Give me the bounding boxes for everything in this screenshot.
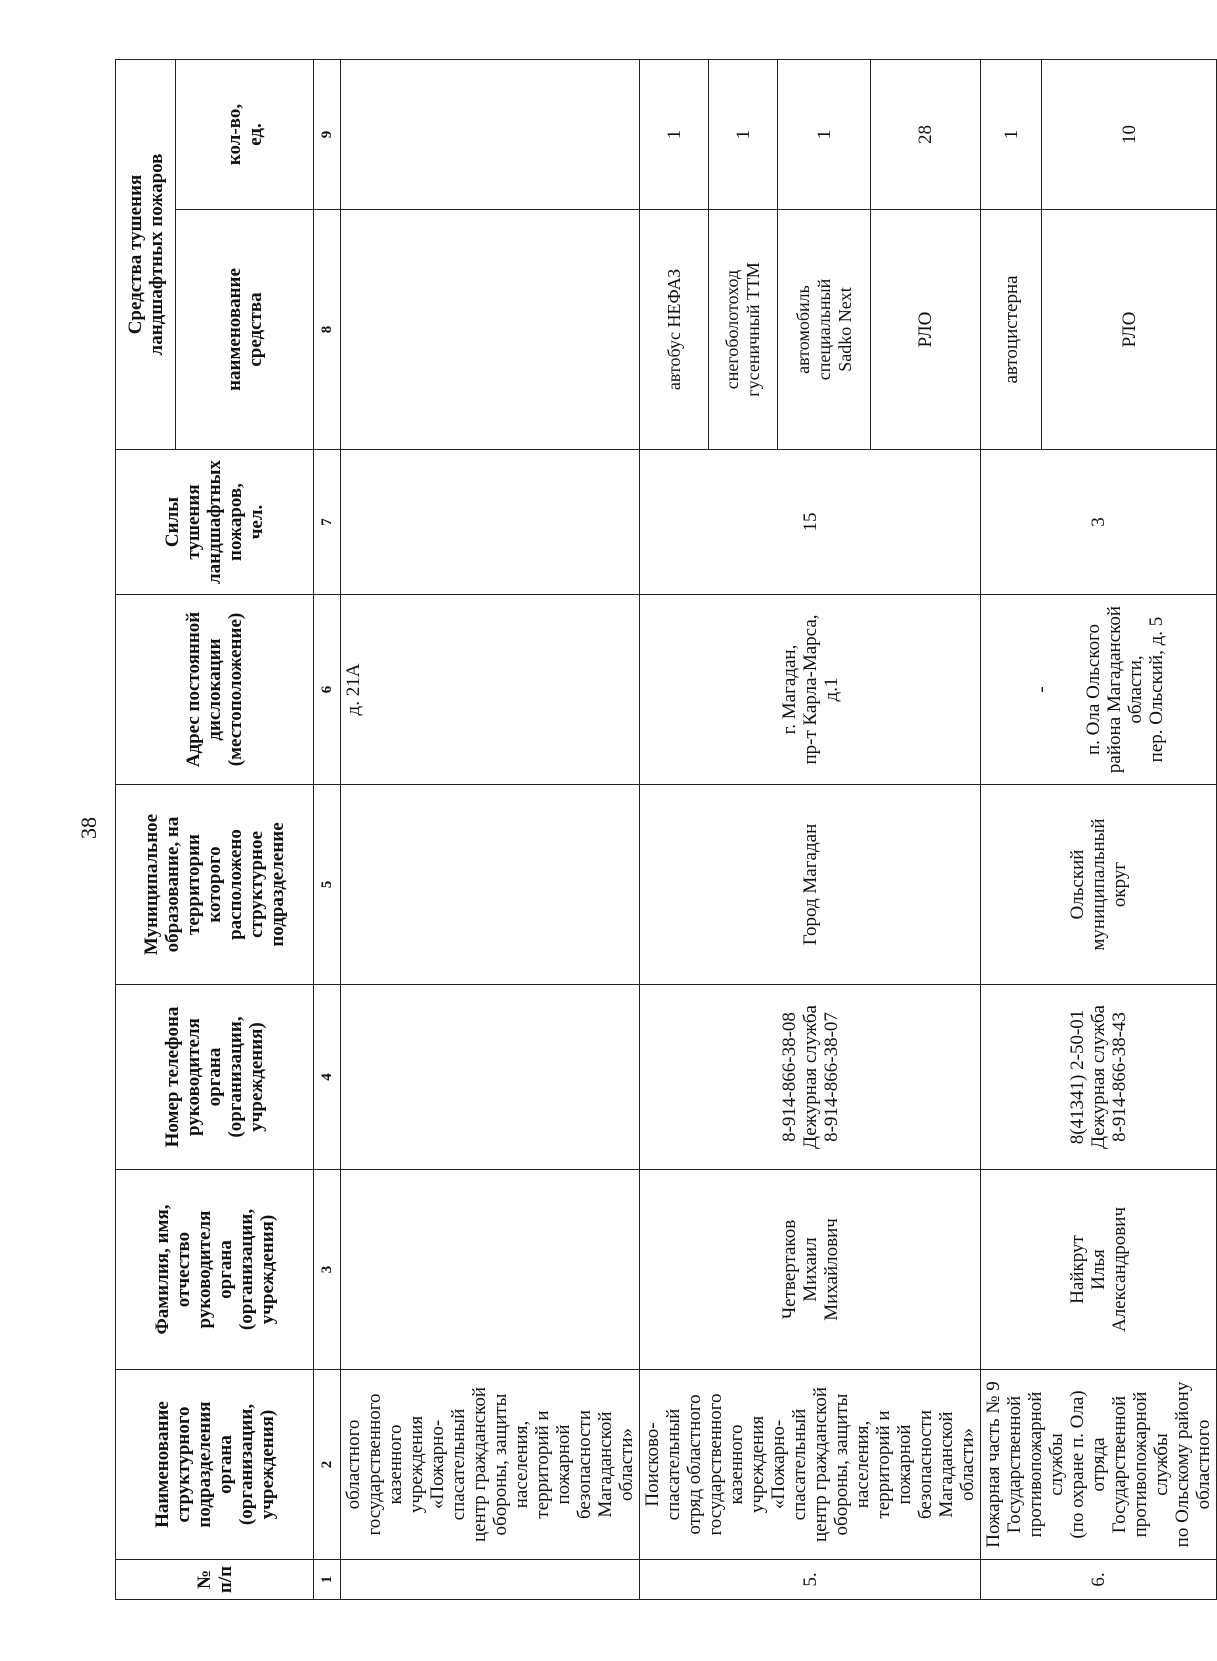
row-6-means-name-2: РЛО	[1042, 210, 1217, 450]
row-6-means-qty-2: 10	[1042, 60, 1217, 210]
header-address: Адрес постоянной дислокации (местоположение)	[116, 595, 314, 785]
header-means-qty: кол-во, ед.	[176, 60, 314, 210]
row-6-head: Найкрут Илья Александрович	[981, 1170, 1217, 1370]
header-municipality: Муниципальное образование, на территории которого расположено структурное подразделение	[116, 785, 314, 985]
row-continued-phone	[341, 985, 640, 1170]
header-means-group: Средства тушения ландшафтных пожаров	[116, 60, 176, 450]
row-5-means-name-3: автомобиль специальный Sadko Next	[778, 210, 871, 450]
col-number-8: 8	[314, 210, 341, 450]
row-5-means-qty-3: 1	[778, 60, 871, 210]
row-continued-means-name	[341, 210, 640, 450]
row-continued-municipality	[341, 785, 640, 985]
row-continued-head	[341, 1170, 640, 1370]
fire-forces-table	[115, 59, 1217, 1600]
col-number-2: 2	[314, 1370, 341, 1560]
row-6-forces: 3	[981, 450, 1217, 595]
row-5-means-qty-4: 28	[871, 60, 981, 210]
header-head: Фамилия, имя, отчество руководителя органа (организации, учреждения)	[116, 1170, 314, 1370]
col-number-9: 9	[314, 60, 341, 210]
row-5-address: г. Магадан, пр-т Карла-Марса, д.1	[640, 595, 981, 785]
row-continued-address: д. 21А	[341, 595, 640, 785]
page-number: 38	[76, 817, 101, 839]
row-6-means-qty-1: 1	[981, 60, 1042, 210]
row-6-means-name-1: автоцистерна	[981, 210, 1042, 450]
row-continued-name: областного государственного казенного учреждения «Пожарно-спасательный центр гражданской обороны, защиты населения, территорий и пожарной безопасности Магаданской области»	[341, 1370, 640, 1560]
col-number-7: 7	[314, 450, 341, 595]
row-5-name: Поисково-спасательный отряд областного государственного казенного учреждения «Пожарно-спасательный центр гражданской обороны, защиты населения, территорий и пожарной безопасности Магаданской области»	[640, 1370, 981, 1560]
row-5-means-qty-1: 1	[640, 60, 709, 210]
col-number-4: 4	[314, 985, 341, 1170]
col-number-1: 1	[314, 1560, 341, 1600]
rotated-table-container	[115, 60, 1214, 1600]
row-6-phone: 8(41341) 2-50-01 Дежурная служба 8-914-866-38-43	[981, 985, 1217, 1170]
col-number-3: 3	[314, 1170, 341, 1370]
row-6-address	[981, 595, 1217, 785]
row-6-name: Пожарная часть № 9 Государственной противопожарной службы (по охране п. Ола) отряда Государственной противопожарной службы по Ольскому району областного	[981, 1370, 1217, 1560]
row-5-municipality: Город Магадан	[640, 785, 981, 985]
row-6-dash: -	[1030, 686, 1052, 693]
row-5-means-name-2: снегоболотоход гусеничный ТТМ	[709, 210, 778, 450]
row-5-num: 5.	[640, 1560, 981, 1600]
row-5-means-name-4: РЛО	[871, 210, 981, 450]
row-5-means-qty-2: 1	[709, 60, 778, 210]
row-5-forces: 15	[640, 450, 981, 595]
header-forces: Силы тушения ландшафтных пожаров, чел.	[116, 450, 314, 595]
row-continued-forces	[341, 450, 640, 595]
row-5-means-name-1: автобус НЕФАЗ	[640, 210, 709, 450]
row-6-municipality: Ольский муниципальный округ	[981, 785, 1217, 985]
header-means-name: наименование средства	[176, 210, 314, 450]
col-number-5: 5	[314, 785, 341, 985]
header-phone: Номер телефона руководителя органа (организации, учреждения)	[116, 985, 314, 1170]
header-name: Наименование структурного подразделения органа (организации, учреждения)	[116, 1370, 314, 1560]
row-5-head: Четвертаков Михаил Михайлович	[640, 1170, 981, 1370]
row-5-phone: 8-914-866-38-08 Дежурная служба 8-914-866-38-07	[640, 985, 981, 1170]
row-continued-means-qty	[341, 60, 640, 210]
col-number-6: 6	[314, 595, 341, 785]
row-6-num: 6.	[981, 1560, 1217, 1600]
row-continued-num	[341, 1560, 640, 1600]
row-6-address-text: п. Ола Ольского района Магаданской области, пер. Ольский, д. 5	[1082, 605, 1167, 774]
header-num: № п/п	[116, 1560, 314, 1600]
